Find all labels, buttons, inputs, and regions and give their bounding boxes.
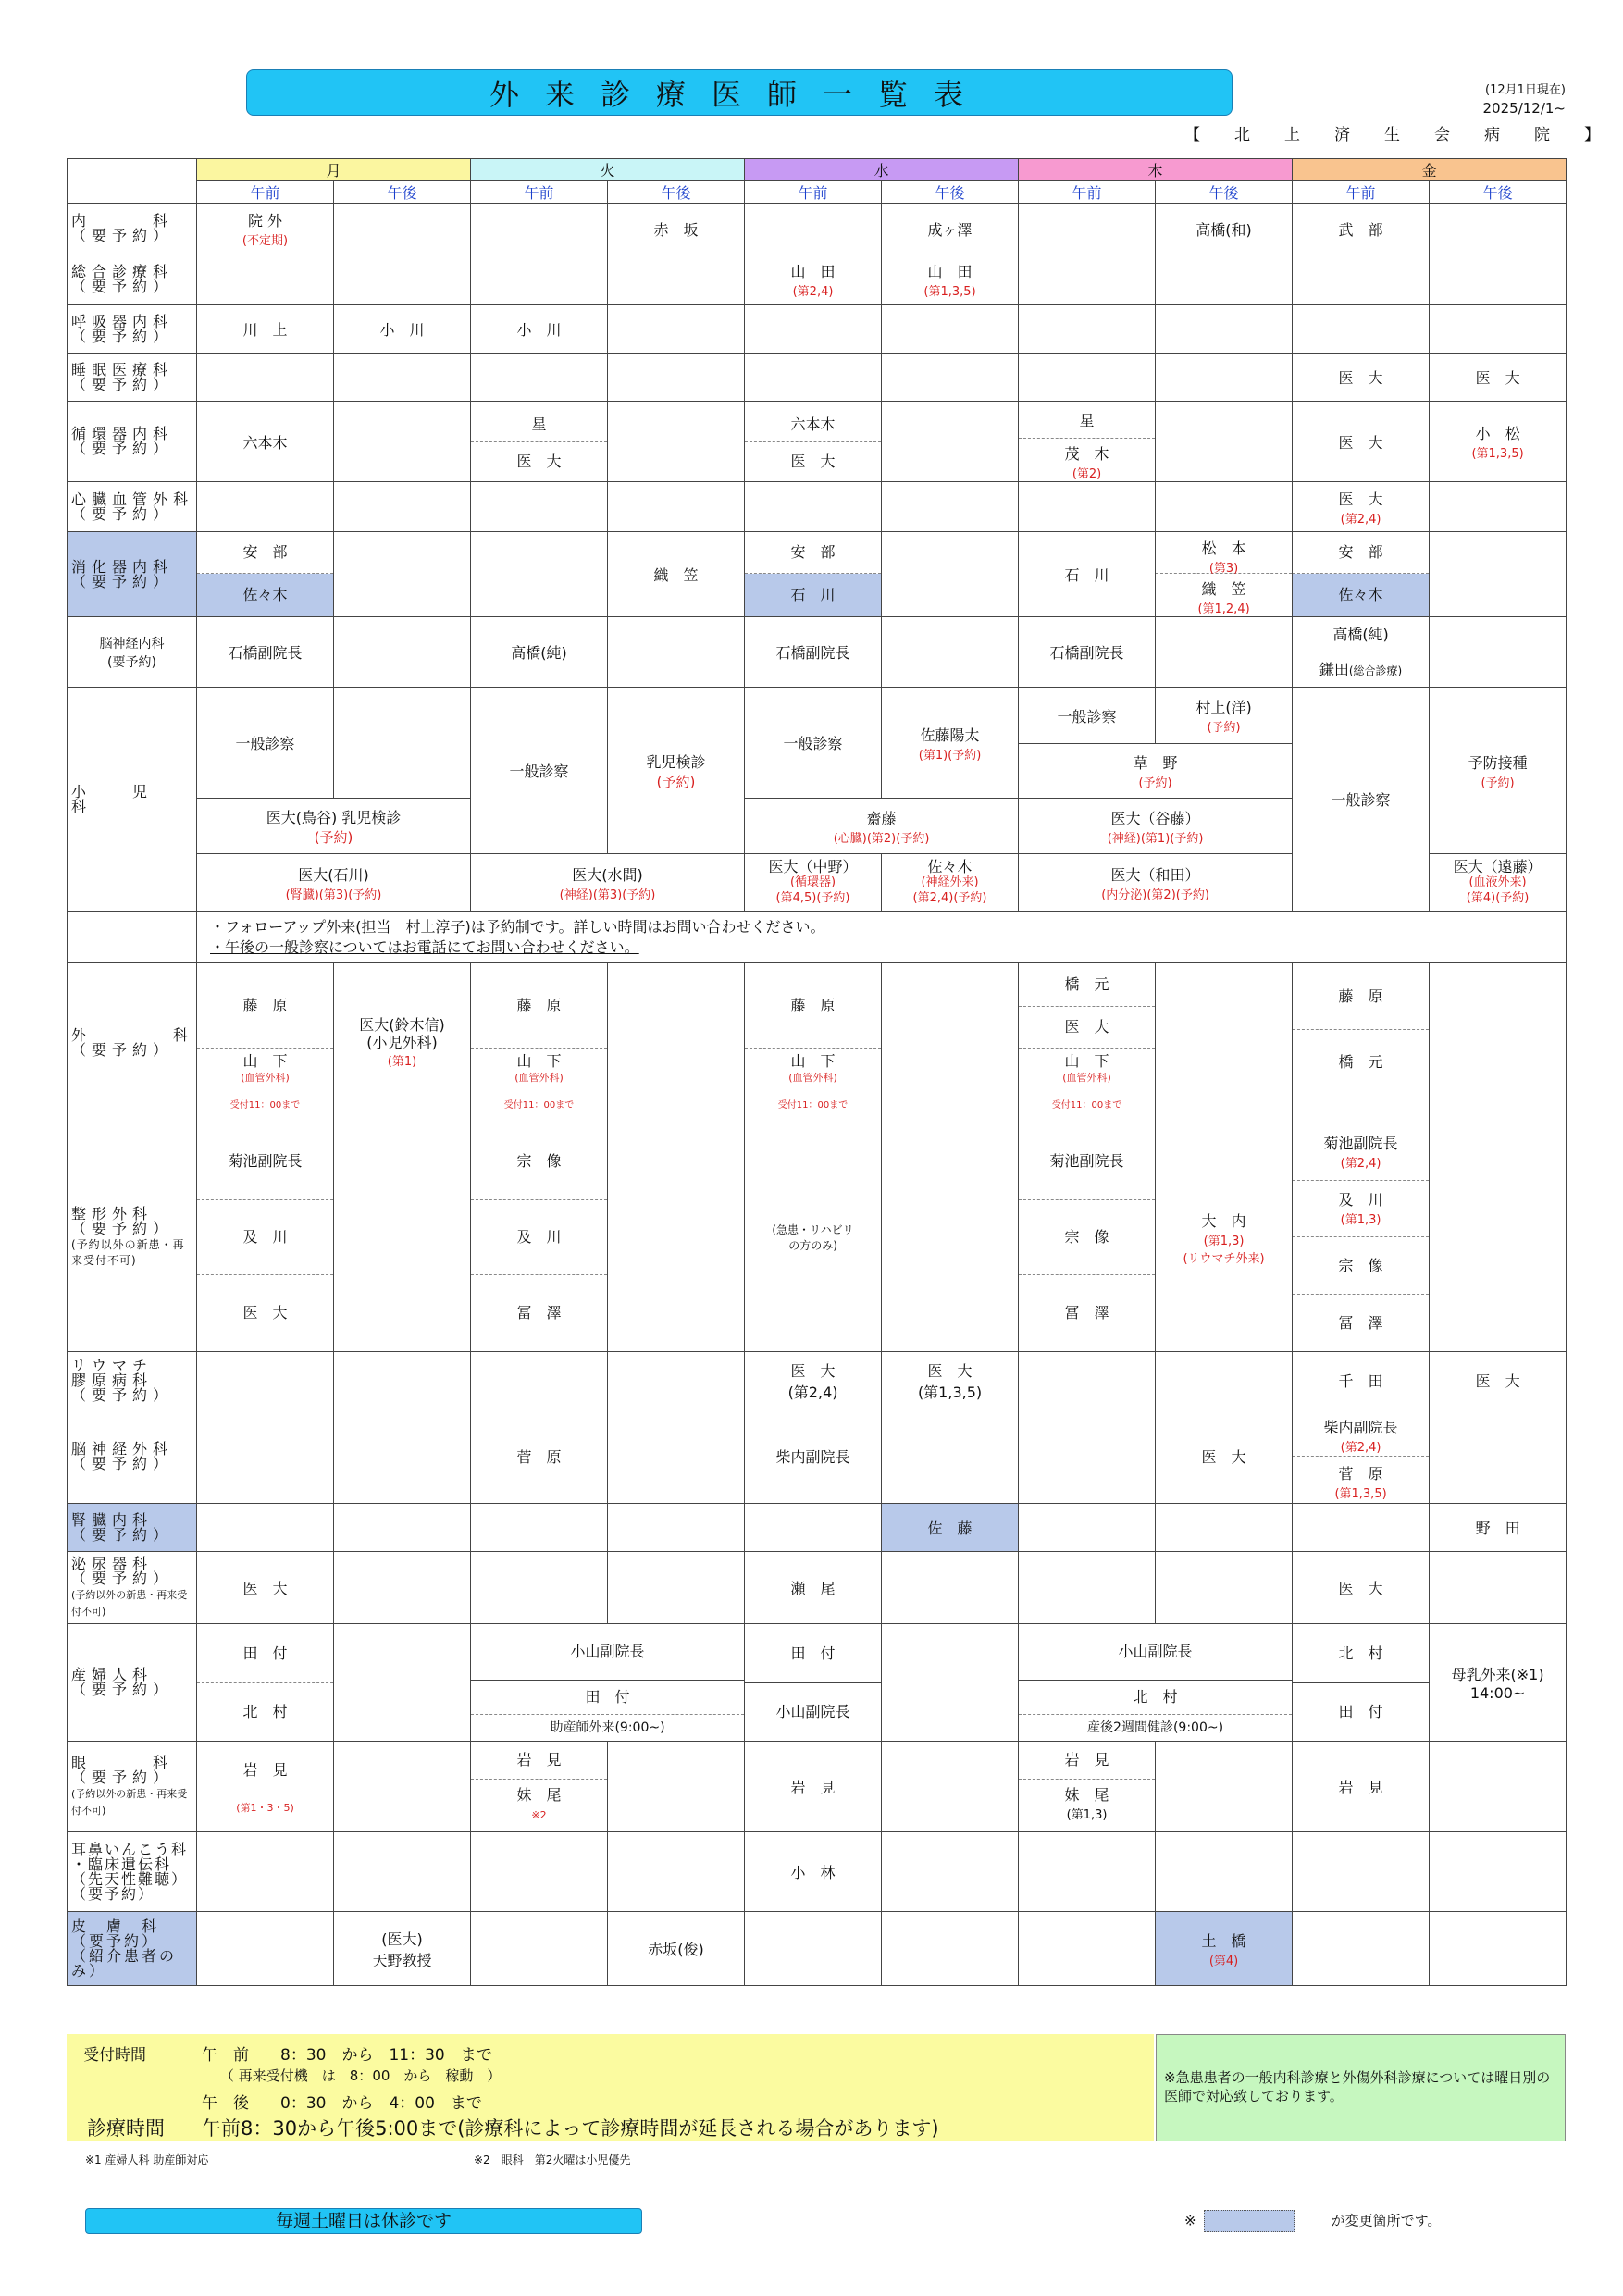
cell: 田 付 小山副院長: [745, 1624, 882, 1742]
cell: 小 川: [334, 305, 471, 354]
cell: 小 林: [745, 1832, 882, 1912]
am-header: 午前: [471, 181, 608, 204]
dept-shoka: 消化器内科 （要予約）: [68, 532, 197, 617]
cell: 菅 原: [471, 1409, 608, 1504]
cell: 石 川: [1019, 532, 1156, 617]
effective-date: 2025/12/1~: [1482, 100, 1566, 117]
footnote-2: ※2 眼科 第2火曜は小児優先: [474, 2153, 631, 2166]
cell: 石橋副院長: [1019, 617, 1156, 688]
cell: 土 橋 (第4): [1156, 1912, 1293, 1986]
cell: 山 田 (第1,3,5): [882, 254, 1019, 305]
cell: 石橋副院長: [197, 617, 334, 688]
cell: (急患・リハビリ の方のみ): [745, 1123, 882, 1352]
am-header: 午前: [1293, 181, 1430, 204]
cell: 岩 見 (第1・3・5): [197, 1742, 334, 1832]
pm-header: 午後: [1156, 181, 1293, 204]
cell: 野 田: [1430, 1504, 1567, 1552]
cell: 星 茂 木 (第2): [1019, 402, 1156, 482]
pm-header: 午後: [882, 181, 1019, 204]
cell: 川 上: [197, 305, 334, 354]
cell: 高橋(純): [471, 617, 608, 688]
cell: 織 笠: [608, 532, 745, 617]
dept-jibi: 耳鼻いんこう科 ・臨床遺伝科 （先天性難聴） （要予約）: [68, 1832, 197, 1912]
cell: 佐 藤: [882, 1504, 1019, 1552]
cell: 安 部 石 川: [745, 532, 882, 617]
pm-time: 午 後 0：30 から 4：00 まで: [202, 2094, 482, 2113]
cell: 菊池副院長 及 川 医 大: [197, 1123, 334, 1352]
footnote-1: ※1 産婦人科 助産師対応: [85, 2153, 209, 2166]
cell: 医 大 (第2,4): [745, 1352, 882, 1409]
cell: 医 大: [1293, 1552, 1430, 1624]
cell: 千 田: [1293, 1352, 1430, 1409]
cell: 北 村 田 付: [1293, 1624, 1430, 1742]
reception-label: 受付時間: [83, 2046, 146, 2065]
cell: 一般診察: [1293, 688, 1430, 912]
cell: 小 松 (第1,3,5): [1430, 402, 1567, 482]
reentry-time: （ 再来受付機 は 8：00 から 稼動 ）: [220, 2067, 502, 2084]
cell: 医 大 (第1,3,5): [882, 1352, 1019, 1409]
cell: 小山副院長 北 村 産後2週間健診(9:00~): [1019, 1624, 1293, 1742]
day-thu: 木: [1019, 159, 1293, 181]
dept-suimin: 睡眠医療科 （要予約）: [68, 354, 197, 402]
hours-label: 診療時間: [87, 2117, 165, 2140]
schedule-table: [67, 158, 1567, 1986]
cell: 菊池副院長 (第2,4) 及 川 (第1,3) 宗 像 冨 澤: [1293, 1123, 1430, 1352]
cell: 藤 原 山 下 (血管外科) 受付11：00まで: [471, 963, 608, 1123]
pm-header: 午後: [334, 181, 471, 204]
cell: 小 川: [471, 305, 608, 354]
cell: 医大（和田） (内分泌)(第2)(予約): [1019, 854, 1293, 912]
am-header: 午前: [1019, 181, 1156, 204]
cell: 院 外 (不定期): [197, 204, 334, 254]
dept-kokyu: 呼吸器内科 （要予約）: [68, 305, 197, 354]
cell: 医大（谷藤） (神経)(第1)(予約): [1019, 799, 1293, 854]
cell: 岩 見: [745, 1742, 882, 1832]
pediatrics-notes: ・フォローアップ外来(担当 村上淳子)は予約制です。詳しい時間はお問い合わせください。 ・午後の一般診察についてはお電話にてお問い合わせください。: [197, 912, 1567, 963]
dept-junkan: 循環器内科 （要予約）: [68, 402, 197, 482]
cell: 医 大: [1293, 402, 1430, 482]
cell: 岩 見 妹 尾 ※2: [471, 1742, 608, 1832]
change-legend: ※ が変更箇所です。: [1184, 2210, 1441, 2232]
cell: 医大(水間) (神経)(第3)(予約): [471, 854, 745, 912]
cell: 瀬 尾: [745, 1552, 882, 1624]
closed-notice: 毎週土曜日は休診です: [85, 2208, 642, 2234]
cell: 医 大: [1156, 1409, 1293, 1504]
cell: 藤 原 山 下 (血管外科) 受付11：00まで: [745, 963, 882, 1123]
cell: 六本木 医 大: [745, 402, 882, 482]
cell: 一般診察: [197, 688, 334, 799]
dept-nogeka: 脳神経外科 （要予約）: [68, 1409, 197, 1504]
day-fri: 金: [1293, 159, 1567, 181]
cell: 医大(鈴木信) (小児外科) (第1): [334, 963, 471, 1123]
dept-jinzo: 腎臓内科 （要予約）: [68, 1504, 197, 1552]
cell: 成ヶ澤: [882, 204, 1019, 254]
hospital-name: 【 北 上 済 生 会 病 院 】: [1184, 126, 1609, 144]
am-time: 午 前 8：30 から 11：30 まで: [202, 2046, 492, 2065]
cell: 高橋(純) 鎌田(総合診療): [1293, 617, 1430, 688]
cell: 安 部 佐々木: [197, 532, 334, 617]
cell: 六本木: [197, 402, 334, 482]
cell: 橋 元 医 大 山 下 (血管外科) 受付11：00まで: [1019, 963, 1156, 1123]
cell: 岩 見: [1293, 1742, 1430, 1832]
hours-box: [67, 2034, 1154, 2141]
cell: 医大(鳥谷) 乳児検診 (予約): [197, 799, 471, 854]
pm-header: 午後: [1430, 181, 1567, 204]
dept-hifu: 皮 膚 科 （要予約） （紹介患者のみ）: [68, 1912, 197, 1986]
cell: 医 大: [197, 1552, 334, 1624]
cell: 医大（中野） (循環器) (第4,5)(予約): [745, 854, 882, 912]
cell: 石橋副院長: [745, 617, 882, 688]
emergency-note: ※急患患者の一般内科診療と外傷外科診療については曜日別の医師で対応致しております。: [1156, 2034, 1566, 2141]
cell: 柴内副院長 (第2,4) 菅 原 (第1,3,5): [1293, 1409, 1430, 1504]
am-header: 午前: [197, 181, 334, 204]
cell: 宗 像 及 川 冨 澤: [471, 1123, 608, 1352]
am-header: 午前: [745, 181, 882, 204]
cell: 医 大: [1430, 354, 1567, 402]
cell: 武 部: [1293, 204, 1430, 254]
cell: 医 大 (第2,4): [1293, 482, 1430, 532]
hours-text: 午前8：30から午後5:00まで(診療科によって診療時間が延長される場合があります): [202, 2117, 939, 2140]
cell: 医 大: [1293, 354, 1430, 402]
cell: 岩 見 妹 尾 (第1,3): [1019, 1742, 1156, 1832]
dept-shoni: 小 児 科: [68, 688, 197, 912]
cell: 母乳外来(※1) 14:00~: [1430, 1624, 1567, 1742]
survey-date: (12月1日現在): [1485, 83, 1566, 97]
cell: 医 大: [1430, 1352, 1567, 1409]
header-corner: [68, 159, 197, 204]
day-wed: 水: [745, 159, 1019, 181]
cell: 医大(石川) (腎臓)(第3)(予約): [197, 854, 471, 912]
cell: 高橋(和): [1156, 204, 1293, 254]
cell: 菊池副院長 宗 像 冨 澤: [1019, 1123, 1156, 1352]
page-title: 外来診療医師一覧表: [246, 69, 1233, 116]
cell: 大 内 (第1,3) (リウマチ外来): [1156, 1123, 1293, 1352]
cell: 予防接種 (予約): [1430, 688, 1567, 854]
cell: 赤坂(俊): [608, 1912, 745, 1986]
cell: 佐藤陽太 (第1)(予約): [882, 688, 1019, 799]
cell: 藤 原 橋 元: [1293, 963, 1430, 1123]
cell: 星 医 大: [471, 402, 608, 482]
cell: 医大（遠藤） (血液外来) (第4)(予約): [1430, 854, 1567, 912]
cell: 佐々木 (神経外来) (第2,4)(予約): [882, 854, 1019, 912]
cell: 乳児検診 (予約): [608, 688, 745, 854]
dept-noshinkei: 脳神経内科 (要予約): [68, 617, 197, 688]
cell: 赤 坂: [608, 204, 745, 254]
cell: 安 部 佐々木: [1293, 532, 1430, 617]
dept-geka: 外 科 （要予約）: [68, 963, 197, 1123]
cell: (医大) 天野教授: [334, 1912, 471, 1986]
cell: 一般診察: [745, 688, 882, 799]
cell: 一般診察 村上(洋) (予約) 草 野 (予約): [1019, 688, 1293, 799]
dept-shinzo: 心臓血管外科 （要予約）: [68, 482, 197, 532]
cell: 小山副院長 田 付 助産師外来(9:00~): [471, 1624, 745, 1742]
cell: 齋藤 (心臓)(第2)(予約): [745, 799, 1019, 854]
dept-sanfu: 産婦人科 （要予約）: [68, 1624, 197, 1742]
dept-ganka: 眼 科 （要予約） (予約以外の新患・再来受付不可): [68, 1742, 197, 1832]
dept-sogo: 総合診療科 （要予約）: [68, 254, 197, 305]
cell: 一般診察: [471, 688, 608, 854]
dept-seikei: 整形外科 （要予約） (予約以外の新患・再来受付不可): [68, 1123, 197, 1352]
legend-swatch: [1204, 2210, 1295, 2232]
dept-hinyoki: 泌尿器科 （要予約） (予約以外の新患・再来受付不可): [68, 1552, 197, 1624]
cell: 藤 原 山 下 (血管外科) 受付11：00まで: [197, 963, 334, 1123]
day-mon: 月: [197, 159, 471, 181]
pm-header: 午後: [608, 181, 745, 204]
cell: 田 付 北 村: [197, 1624, 334, 1742]
dept-naika: 内 科 （要予約）: [68, 204, 197, 254]
cell: 松 本 (第3) 織 笠 (第1,2,4): [1156, 532, 1293, 617]
dept-rheuma: リウマチ 膠原病科 （要予約）: [68, 1352, 197, 1409]
cell: 山 田 (第2,4): [745, 254, 882, 305]
day-tue: 火: [471, 159, 745, 181]
cell: 柴内副院長: [745, 1409, 882, 1504]
